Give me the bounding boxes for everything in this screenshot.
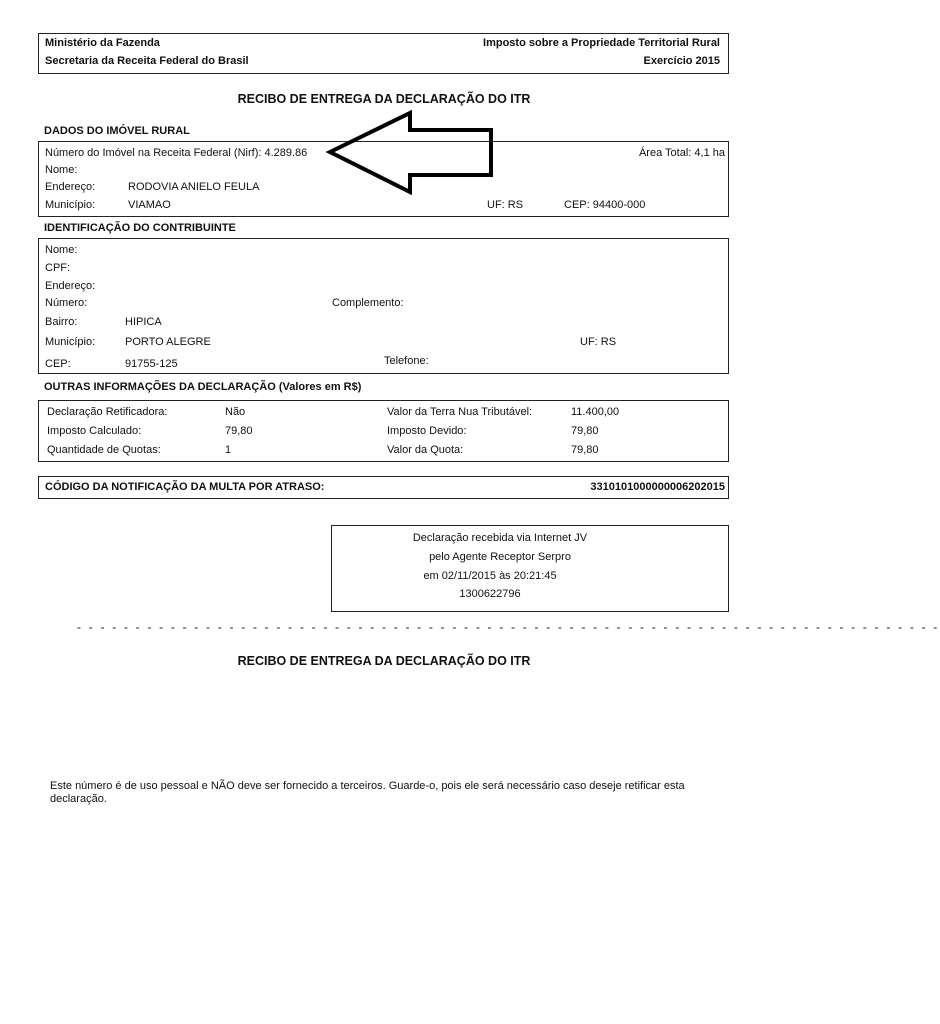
contrib-cpf-label: CPF: <box>45 262 71 274</box>
arrow-left-icon <box>325 108 500 198</box>
area-total: Área Total: 4,1 ha <box>638 147 725 159</box>
retificadora-value: Não <box>225 406 246 418</box>
contrib-cep: 91755-125 <box>125 358 178 370</box>
imposto-devido-value: 79,80 <box>571 425 599 437</box>
section-imovel-title: DADOS DO IMÓVEL RURAL <box>44 125 190 137</box>
quotas-value: 1 <box>225 444 232 456</box>
multa-box <box>38 476 729 499</box>
imovel-municipio-label: Município: <box>45 199 96 211</box>
contrib-nome-label: Nome: <box>45 244 78 256</box>
cut-line: - - - - - - - - - - - - - - - - - - - - - - - - - - - - - - - - - - - - - - - - - - - - - - - - - - - - - - - - - - - - - - - - - - - - - - - - - - <box>77 620 940 634</box>
contrib-municipio: PORTO ALEGRE <box>125 336 211 348</box>
quota-value: 79,80 <box>571 444 599 456</box>
imovel-cep: CEP: 94400-000 <box>564 199 646 211</box>
contrib-numero-label: Número: <box>45 297 88 309</box>
page-title: RECIBO DE ENTREGA DA DECLARAÇÃO DO ITR <box>237 92 531 106</box>
fiscal-year: Exercício 2015 <box>643 55 720 67</box>
contrib-telefone-label: Telefone: <box>384 355 429 367</box>
recebimento-box <box>331 525 729 612</box>
contribuinte-box <box>38 238 729 374</box>
imovel-endereco: RODOVIA ANIELO FEULA <box>128 181 260 193</box>
vtn-value: 11.400,00 <box>571 406 620 418</box>
imposto-calculado-value: 79,80 <box>225 425 253 437</box>
org-secretariat: Secretaria da Receita Federal do Brasil <box>45 55 249 67</box>
multa-label: CÓDIGO DA NOTIFICAÇÃO DA MULTA POR ATRASO: <box>45 481 325 493</box>
recebimento-line2: pelo Agente Receptor Serpro <box>429 551 571 563</box>
imovel-endereco-label: Endereço: <box>45 181 96 193</box>
imposto-calculado-label: Imposto Calculado: <box>47 425 142 437</box>
quota-value-label: Valor da Quota: <box>387 444 464 456</box>
header-box <box>38 33 729 74</box>
imovel-municipio: VIAMAO <box>128 199 171 211</box>
contrib-bairro: HIPICA <box>125 316 162 328</box>
tax-name: Imposto sobre a Propriedade Territorial Rural <box>483 37 720 49</box>
recebimento-line4: 1300622796 <box>459 588 521 600</box>
recebimento-line1: Declaração recebida via Internet JV <box>412 532 588 544</box>
contrib-municipio-label: Município: <box>45 336 96 348</box>
contrib-endereco-label: Endereço: <box>45 280 96 292</box>
outras-box <box>38 400 729 462</box>
section-contribuinte-title: IDENTIFICAÇÃO DO CONTRIBUINTE <box>44 222 236 234</box>
imovel-nome-label: Nome: <box>45 164 78 176</box>
contrib-uf: UF: RS <box>580 336 617 348</box>
multa-code: 3310101000000006202015 <box>590 481 725 493</box>
section-outras-title: OUTRAS INFORMAÇÕES DA DECLARAÇÃO (Valores em R$) <box>44 381 362 393</box>
vtn-label: Valor da Terra Nua Tributável: <box>387 406 533 418</box>
org-ministry: Ministério da Fazenda <box>45 37 160 49</box>
retificadora-label: Declaração Retificadora: <box>47 406 168 418</box>
footer-note: Este número é de uso pessoal e NÃO deve ser fornecido a terceiros. Guarde-o, pois ele será necessário caso deseje retificar esta declaração. <box>50 780 685 805</box>
page-title-2: RECIBO DE ENTREGA DA DECLARAÇÃO DO ITR <box>237 654 531 668</box>
imovel-uf: UF: RS <box>487 199 524 211</box>
contrib-bairro-label: Bairro: <box>45 316 78 328</box>
contrib-cep-label: CEP: <box>45 358 71 370</box>
nirf-label: Número do Imóvel na Receita Federal (Nirf): 4.289.86 <box>45 147 308 159</box>
imposto-devido-label: Imposto Devido: <box>387 425 467 437</box>
quotas-label: Quantidade de Quotas: <box>47 444 161 456</box>
contrib-complemento-label: Complemento: <box>332 297 404 309</box>
recebimento-line3: em 02/11/2015 às 20:21:45 <box>423 570 557 582</box>
